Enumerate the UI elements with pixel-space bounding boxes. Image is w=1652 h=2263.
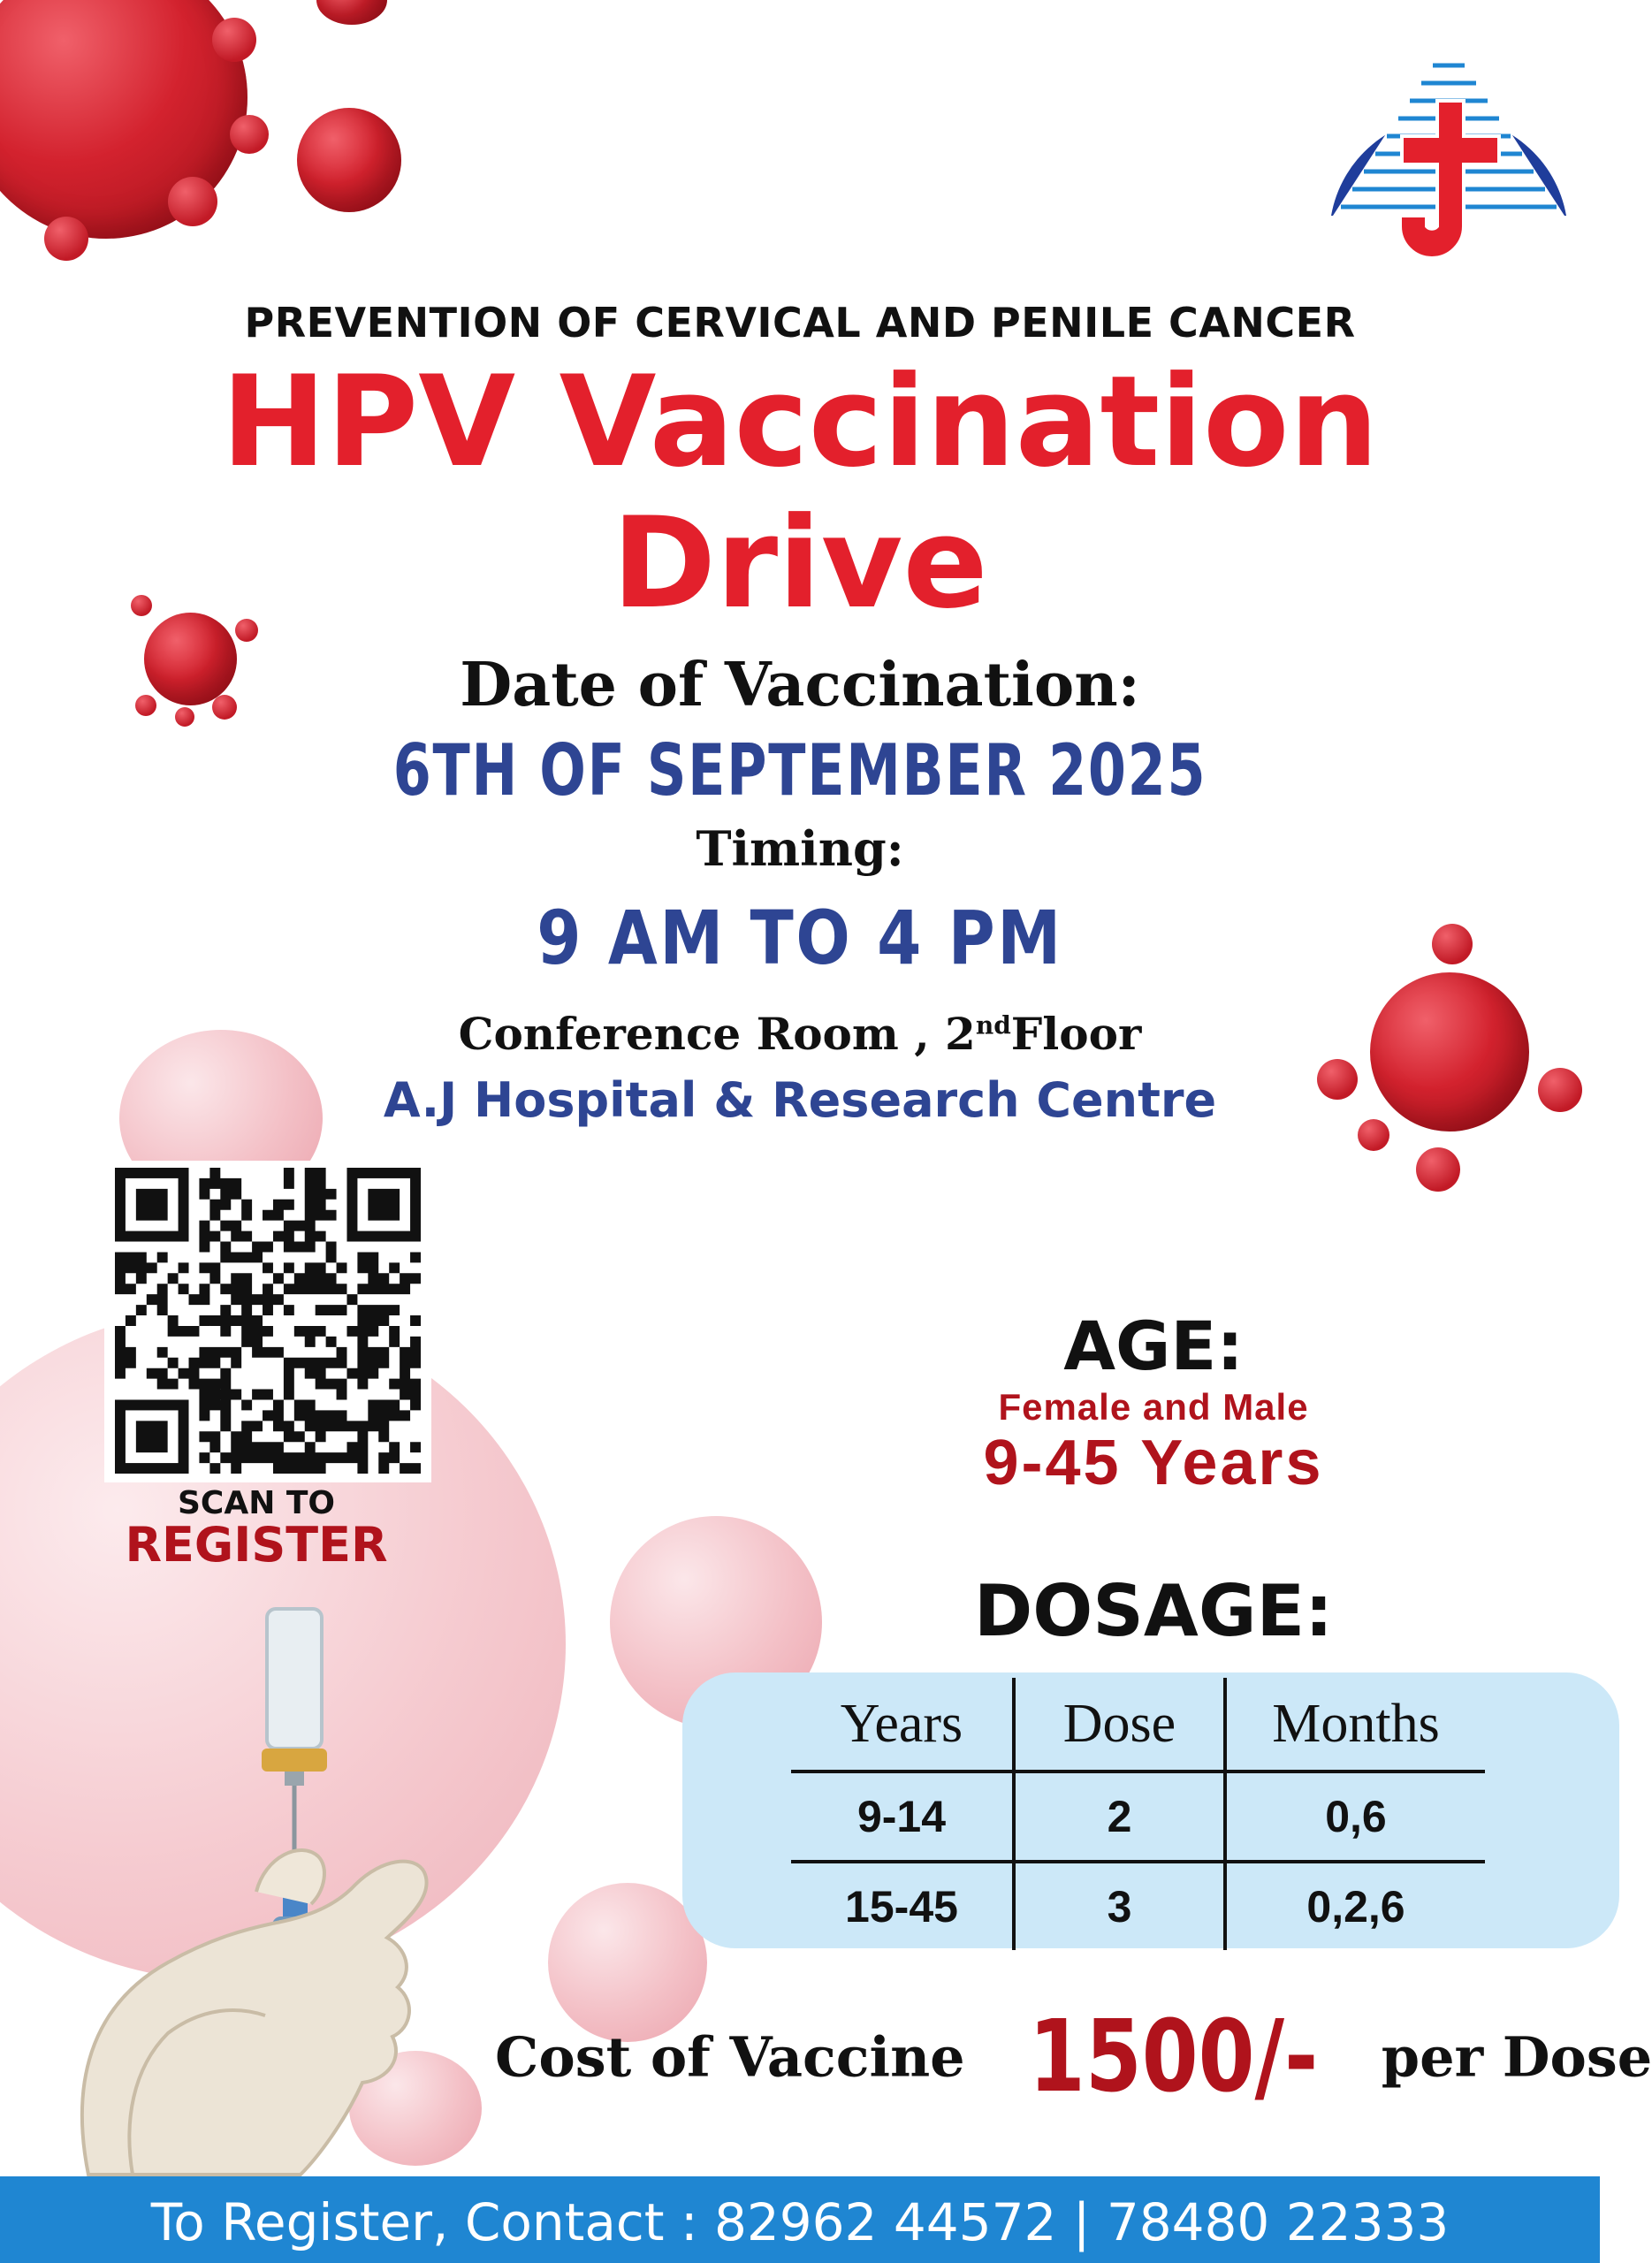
dosage-cell-dose: 2 xyxy=(1014,1772,1225,1862)
cost-label: Cost of Vaccine xyxy=(495,2024,965,2090)
table-row xyxy=(791,1862,1485,1950)
dosage-cell-dose: 3 xyxy=(1014,1862,1225,1950)
hospital-cross-triangle-logo xyxy=(1322,30,1573,278)
page-title-line2: Drive xyxy=(612,491,988,636)
qr-code-icon[interactable] xyxy=(104,1161,431,1482)
scan-label: SCAN TO xyxy=(177,1485,336,1521)
dosage-col-dose: Dose xyxy=(1014,1678,1225,1772)
dosage-heading: DOSAGE: xyxy=(973,1570,1334,1652)
virus-icon-tiny-top xyxy=(316,0,387,25)
dosage-col-months: Months xyxy=(1225,1678,1485,1772)
venue-floor-number: 2 xyxy=(945,1008,976,1060)
age-range: 9-45 Years xyxy=(983,1428,1324,1498)
dosage-col-years: Years xyxy=(791,1678,1014,1772)
cost-suffix: per Dose xyxy=(1381,2024,1652,2090)
dosage-cell-months: 0,2,6 xyxy=(1306,1882,1405,1932)
subtitle: PREVENTION OF CERVICAL AND PENILE CANCER xyxy=(244,299,1356,347)
venue-room-label: Conference Room , xyxy=(458,1008,930,1060)
dosage-cell-months: 0,6 xyxy=(1225,1772,1485,1862)
contact-text[interactable]: To Register, Contact : 82962 44572 | 78480 22333 xyxy=(150,2192,1450,2252)
footer-bar xyxy=(0,2176,1600,2263)
table-row xyxy=(791,1772,1485,1862)
cost-line xyxy=(495,2000,1652,2114)
dosage-cell-years: 9-14 xyxy=(791,1772,1014,1862)
age-gender: Female and Male xyxy=(998,1386,1309,1428)
date-value: 6TH OF SEPTEMBER 2025 xyxy=(392,729,1207,811)
venue-floor-suffix: nd xyxy=(975,1010,1011,1040)
virus-icon-top-left xyxy=(0,0,265,256)
hospital-name: A.J Hospital & Research Centre xyxy=(383,1072,1217,1128)
page-title: HPV Vaccination xyxy=(221,349,1379,495)
venue-floor-word: Floor xyxy=(1010,1008,1142,1060)
dosage-table-header xyxy=(791,1678,1485,1772)
dosage-table xyxy=(791,1678,1485,1950)
date-label: Date of Vaccination: xyxy=(460,650,1140,720)
age-heading: AGE: xyxy=(1063,1307,1244,1385)
cost-value: 1500/- xyxy=(1028,2000,1318,2114)
dosage-cell-years: 15-45 xyxy=(791,1862,1014,1950)
register-label: REGISTER xyxy=(125,1517,388,1573)
timing-label: Timing: xyxy=(696,820,904,877)
qr-code-graphic xyxy=(115,1168,421,1474)
virus-icon-small-top xyxy=(297,108,401,212)
syringe-in-gloved-hand-icon xyxy=(35,1591,442,2175)
timing-value: 9 AM TO 4 PM xyxy=(537,895,1063,981)
venue-room xyxy=(0,1008,1600,1060)
